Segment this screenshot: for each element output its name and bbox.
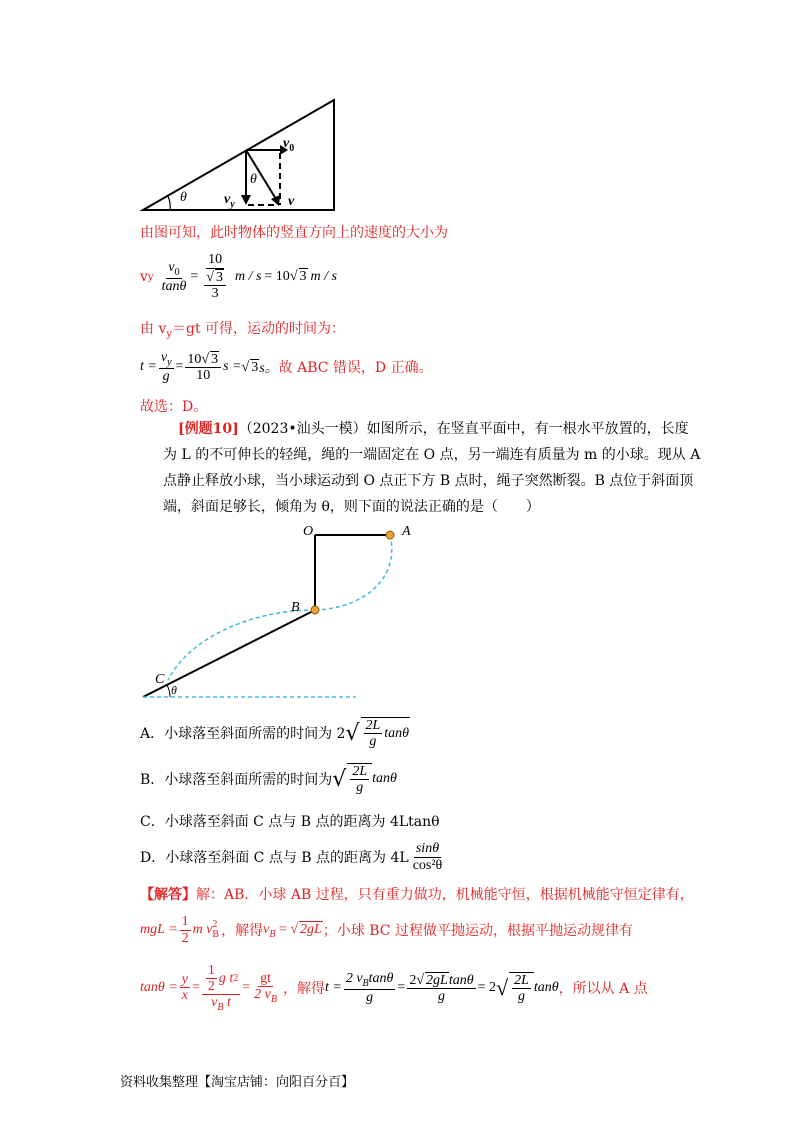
arc-path-dashed xyxy=(315,535,392,610)
fig2-label-A: A xyxy=(402,524,411,539)
fig1-label-theta-inner: θ xyxy=(250,172,257,187)
time-equation: t = $\frac{v_y}{g}$ = $\frac{10√ 3}{10}$ s = √ 3 s。 故 ABC 错误，D 正确。 xyxy=(140,349,433,384)
angle-arc xyxy=(168,196,170,210)
solution2-line-1: 【解答】解：AB．小球 AB 过程，只有重力做功，机械能守恒，根据机械能守恒定律有， xyxy=(140,887,694,903)
fig1-label-vy: $v_y$ xyxy=(224,192,235,210)
answer-line: 故选：D。 xyxy=(140,399,208,415)
fig2-label-C: C xyxy=(155,672,165,687)
example10-line-4: 端，斜面足够长，倾角为 θ，则下面的说法正确的是（ ） xyxy=(163,499,540,515)
example10-line-1: [例题10]（2023•汕头一模）如图所示，在竖直平面中，有一根水平放置的，长度 xyxy=(178,421,689,437)
fig1-label-v0: $v_0$ xyxy=(283,136,295,154)
figure-incline-velocity xyxy=(138,95,348,215)
option-C: C．小球落至斜面 C 点与 B 点的距离为 4Ltanθ xyxy=(140,814,440,830)
vy-arrowhead xyxy=(241,195,251,205)
incline-triangle xyxy=(143,100,334,210)
fig2-label-theta: θ xyxy=(171,683,177,697)
example10-line-3: 点静止释放小球，当小球运动到 O 点正下方 B 点时，绳子突然断裂。B 点位于斜面顶 xyxy=(163,473,694,489)
vy-equation: v y $\frac{v_0}{\tan\theta}$ = $\frac{10}{\frac{√ 3}{3}}$ m / s = 10 √ 3 m / s xyxy=(140,252,337,302)
option-D: D．小球落至斜面 C 点与 B 点的距离为 4L $\frac{\sin\theta}{\text{cos²θ}}$ xyxy=(140,841,443,873)
fig1-label-theta-incline: θ xyxy=(180,190,187,205)
option-B: B．小球落至斜面所需的时间为 √ $\frac{2L}{g}$ tanθ xyxy=(140,763,397,795)
fig2-label-O: O xyxy=(303,524,314,539)
figure-pendulum-incline xyxy=(138,520,408,705)
fig1-label-v: v xyxy=(288,194,295,209)
ball-A xyxy=(386,531,394,539)
solution-line-3: 由 $v_y=gt$ 可得，运动的时间为： xyxy=(140,321,346,340)
solution-line-1: 由图可知，此时物体的竖直方向上的速度的大小为 xyxy=(140,225,448,241)
incline-line xyxy=(143,610,315,697)
ball-B xyxy=(311,606,319,614)
page-footer: 资料收集整理【淘宝店铺：向阳百分百】 xyxy=(120,1075,355,1090)
solution2-line-3: tanθ = $\frac{y}{x}$ = $\frac{1}{2}$ g t 2 $v_B$ t = $\frac{gt}{2 v_B}$ ，解得 t = $\frac{2 v_B\tan\theta}{g}$ = $\frac{2√ 2gLtan\theta}{g}$ = 2 √ $\frac{2L}{g}$ tanθ ，所以从 A 点 xyxy=(140,962,648,1014)
example10-line-2: 为 L 的不可伸长的轻绳，绳的一端固定在 O 点，另一端连有质量为 m 的小球。现从 A xyxy=(163,447,701,463)
fig2-label-B: B xyxy=(291,600,300,615)
option-A: A．小球落至斜面所需的时间为 2 √ $\frac{2L}{g}$ tanθ xyxy=(140,717,410,749)
theta-arc xyxy=(167,685,170,697)
solution2-line-2: mgL = $\frac{1}{2}$ m v 2 B ，解得 $v_B$ = √ 2gL ；小球 BC 过程做平抛运动，根据平抛运动规律有 xyxy=(140,914,633,946)
